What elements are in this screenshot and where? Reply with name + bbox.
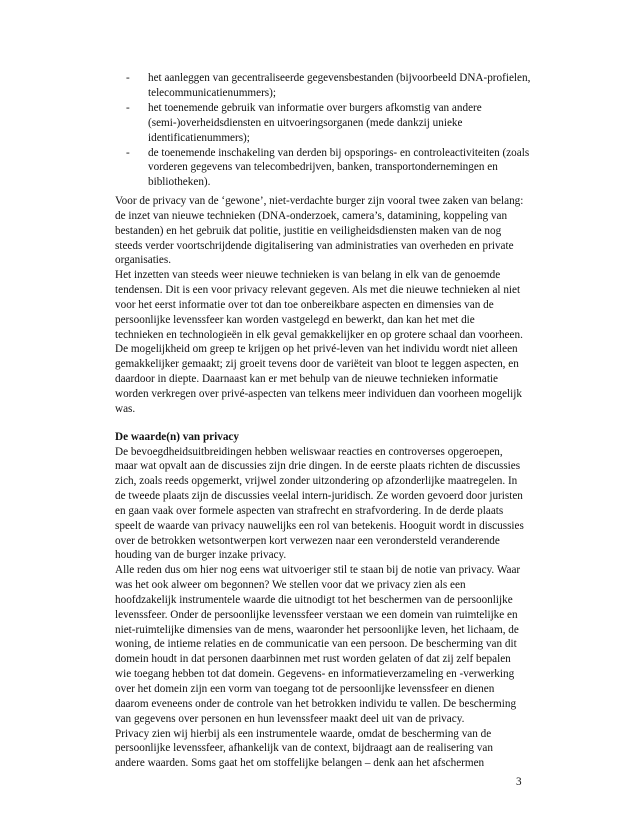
list-item — [118, 101, 538, 146]
bullet-list — [118, 71, 538, 190]
paragraph: Het inzetten van steeds weer nieuwe technieken is van belang in elk van de genoemde tendensen. Dit is een voor privacy relevant gegeven. Als met die nieuwe technieken al niet voor het eerst informatie over tot dan toe onbereikbare aspecten en dimensies van de persoonlijke levenssfeer kan worden vastgelegd en bewerkt, dan kan het met die technieken en technologieën in elk geval gemakkelijker en op grotere schaal dan voorheen. De mogelijkheid om greep te krijgen op het privé-leven van het individu wordt niet alleen gemakkelijker gemaakt; zij groeit tevens door de variëteit van bloot te leggen aspecten, en daardoor in diepte. Daarnaast kan er met behulp van de nieuwe technieken informatie worden verkregen over privé-aspecten van telkens meer individuen dan voorheen mogelijk was. — [115, 269, 523, 415]
paragraph: De bevoegdheidsuitbreidingen hebben weliswaar reacties en controverses opgeroepen, maar wat opvalt aan de discussies zijn drie dingen. In de eerste plaats richten de discussies zich, zoals reeds opgemerkt, vrijwel zonder uitzondering op afzonderlijke maatregelen. In de tweede plaats zijn de discussies veelal intern-juridisch. Ze worden gevoerd door juristen en gaan vaak over formele aspecten van strafrecht en strafvordering. In de derde plaats speelt de waarde van privacy nauwelijks een rol van betekenis. Hooguit wordt in discussies over de betrokken wetsontwerpen kort verwezen naar een verondersteld veranderende houding van de burger inzake privacy. — [115, 445, 524, 562]
paragraph: Alle reden dus om hier nog eens wat uitvoeriger stil te staan bij de notie van privacy. Waar was het ook alweer om begonnen? We stellen voor dat we privacy zien als een hoofdzakelijk instrumentele waarde die uitnodigt tot het beschermen van de persoonlijke levenssfeer. Onder de persoonlijke levenssfeer verstaan we een domein van ruimtelijke en niet-ruimtelijke dimensies van de mens, waaronder het persoonlijke leven, het lichaam, de woning, de intieme relaties en de communicatie van een persoon. De bescherming van dit domein houdt in dat personen daarbinnen met rust worden gelaten of dat zij zelf bepalen wie toegang hebben tot dat domein. Gegevens- en informatieverzameling en -verwerking over het domein zijn een vorm van toegang tot de persoonlijke levenssfeer en dienen daarom eveneens onder de controle van het betrokken individu te vallen. De bescherming van gegevens over personen en hun levenssfeer maakt deel uit van de privacy. — [115, 564, 521, 725]
body-text — [115, 194, 525, 771]
section-heading: De waarde(n) van privacy — [115, 430, 239, 443]
list-item — [118, 146, 538, 191]
page-number: 3 — [516, 776, 522, 788]
bullet-dash: - — [126, 101, 130, 114]
list-item — [118, 71, 538, 101]
paragraph: Privacy zien wij hierbij als een instrumentele waarde, omdat de bescherming van de persoonlijke levenssfeer, afhankelijk van de context, bijdraagt aan de realisering van andere waarden. Soms gaat het om stoffelijke belangen – denk aan het afschermen — [115, 727, 493, 770]
bullet-dash: - — [126, 72, 130, 84]
bullet-text: de toenemende inschakeling van derden bij opsporings- en controleactiviteiten (zoals vorderen gegevens van telecombedrijven, banken, transportondernemingen en bibliotheken). — [148, 146, 530, 189]
bullet-text: het aanleggen van gecentraliseerde gegevensbestanden (bijvoorbeeld DNA-profielen, telecommunicatienummers); — [148, 72, 531, 99]
bullet-text: het toenemende gebruik van informatie over burgers afkomstig van andere (semi-)overheidsdiensten en uitvoeringsorganen (mede dankzij unieke identificatienummers); — [148, 101, 482, 144]
paragraph: Voor de privacy van de ‘gewone’, niet-verdachte burger zijn vooral twee zaken van belang: de inzet van nieuwe technieken (DNA-onderzoek, camera’s, datamining, koppeling van bestanden) en het gebruik dat politie, justitie en veiligheidsdiensten maken van de nog steeds verder voortschrijdende digitalisering van administraties van overheden en private organisaties. — [115, 195, 524, 267]
bullet-dash: - — [126, 146, 130, 159]
